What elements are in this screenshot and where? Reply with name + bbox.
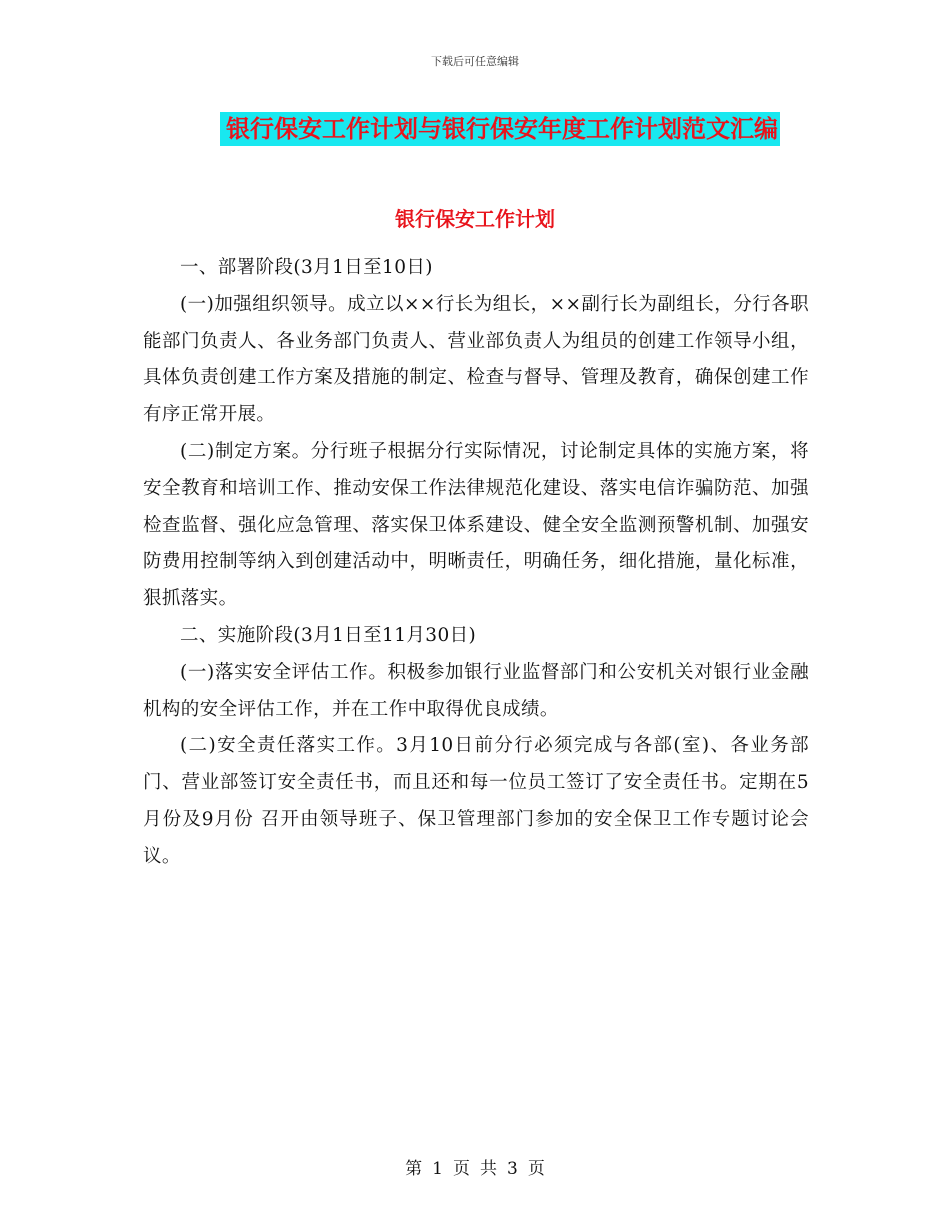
footer-current-page: 1: [432, 1159, 443, 1179]
page-footer: [0, 1154, 950, 1179]
document-body: [143, 250, 809, 876]
main-title-container: [0, 112, 950, 146]
footer-label-di: 第: [405, 1159, 423, 1179]
main-title: 银行保安工作计划与银行保安年度工作计划范文汇编: [220, 112, 780, 146]
paragraph-organization-leadership: (一)加强组织领导。成立以××行长为组长，××副行长为副组长，分行各职能部门负责人、各业务部门负责人、营业部负责人为组员的创建工作领导小组，具体负责创建工作方案及措施的制定、检查与督导、管理及教育，确保创建工作有序正常开展。: [143, 293, 809, 426]
footer-label-gong: 共: [480, 1159, 497, 1179]
paragraph-formulate-plan: (二)制定方案。分行班子根据分行实际情况，讨论制定具体的实施方案，将安全教育和培训工作、推动安保工作法律规范化建设、落实电信诈骗防范、加强检查监督、强化应急管理、落实保卫体系建设、健全安全监测预警机制、加强安防费用控制等纳入到创建活动中，明晰责任，明确任务，细化措施，量化标准，狠抓落实。: [143, 440, 809, 610]
section-title: 银行保安工作计划: [395, 207, 555, 231]
footer-label-ye: 页: [453, 1159, 470, 1179]
paragraph-safety-assessment: (一)落实安全评估工作。积极参加银行业监督部门和公安机关对银行业金融机构的安全评估工作，并在工作中取得优良成绩。: [143, 661, 809, 720]
paragraph-safety-responsibility: (二)安全责任落实工作。3月10日前分行必须完成与各部(室)、各业务部门、营业部签订安全责任书，而且还和每一位员工签订了安全责任书。定期在5月份及9月份 召开由领导班子、保卫管理部门参加的安全保卫工作专题讨论会议。: [143, 735, 809, 867]
paragraph-phase-one-heading: 一、部署阶段(3月1日至10日): [180, 257, 433, 278]
footer-total-pages: 3: [507, 1159, 518, 1179]
paragraph-phase-two-heading: 二、实施阶段(3月1日至11月30日): [180, 624, 477, 646]
header-note: 下载后可任意编辑: [431, 55, 519, 68]
footer-label-ye2: 页: [527, 1159, 545, 1179]
